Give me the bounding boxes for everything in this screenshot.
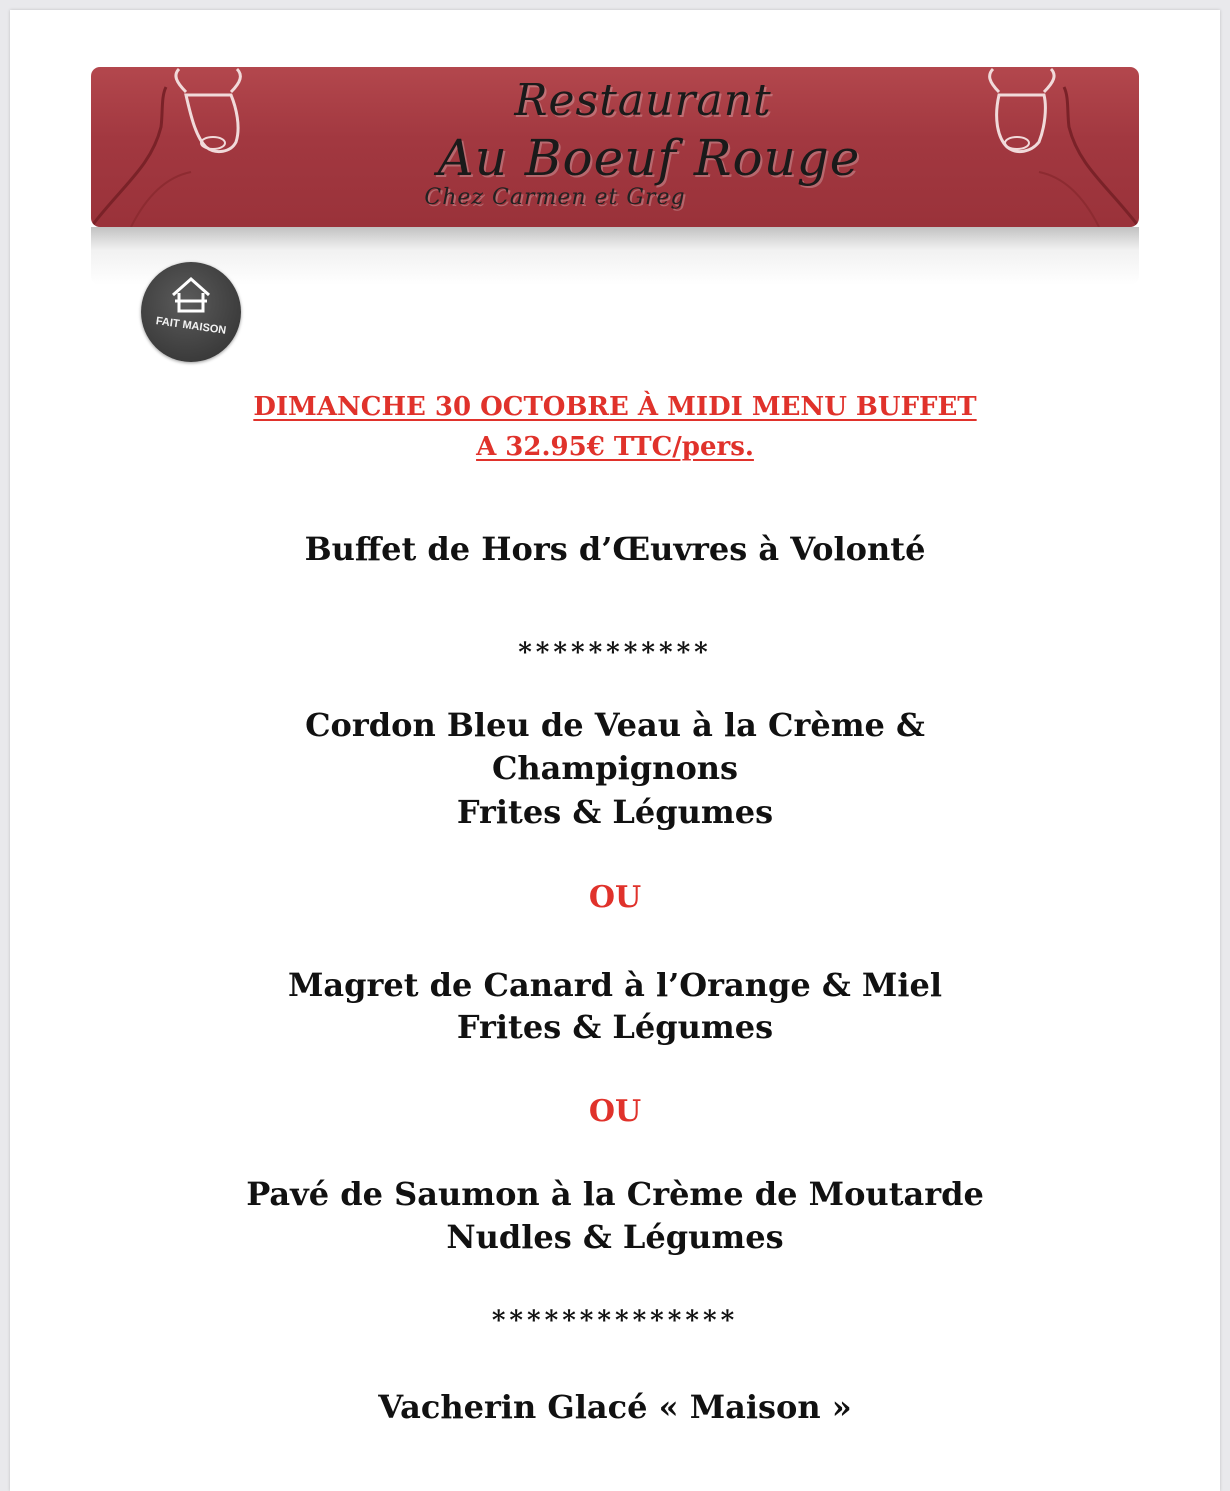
separator-bottom: ************** bbox=[491, 1306, 739, 1336]
fait-maison-badge bbox=[141, 262, 241, 362]
dessert: Vacherin Glacé « Maison » bbox=[378, 1388, 852, 1426]
separator-top: *********** bbox=[518, 638, 712, 668]
house-icon bbox=[169, 275, 213, 317]
main1-line1: Cordon Bleu de Veau à la Crème & bbox=[305, 706, 925, 744]
main3-line2: Nudles & Légumes bbox=[446, 1218, 784, 1256]
banner-subtitle: Chez Carmen et Greg bbox=[424, 185, 686, 210]
or-separator-1: OU bbox=[588, 880, 642, 915]
banner-title-line2: Au Boeuf Rouge bbox=[437, 129, 861, 187]
main1-line2: Champignons bbox=[491, 749, 739, 787]
main2-line2: Frites & Légumes bbox=[456, 1008, 774, 1046]
or-separator-2: OU bbox=[588, 1094, 642, 1129]
banner-title-line1: Restaurant bbox=[514, 75, 772, 126]
starter: Buffet de Hors d’Œuvres à Volonté bbox=[304, 530, 926, 568]
headline-line1: DIMANCHE 30 OCTOBRE À MIDI MENU BUFFET bbox=[253, 392, 977, 422]
headline-line2: A 32.95€ TTC/pers. bbox=[476, 432, 754, 462]
banner-reflection bbox=[91, 227, 1139, 285]
menu-page bbox=[10, 10, 1220, 1491]
main2-line1: Magret de Canard à l’Orange & Miel bbox=[287, 966, 943, 1004]
main3-line1: Pavé de Saumon à la Crème de Moutarde bbox=[246, 1175, 984, 1213]
restaurant-banner bbox=[91, 67, 1139, 227]
main1-line3: Frites & Légumes bbox=[456, 793, 774, 831]
badge-label: FAIT MAISON bbox=[155, 315, 227, 337]
